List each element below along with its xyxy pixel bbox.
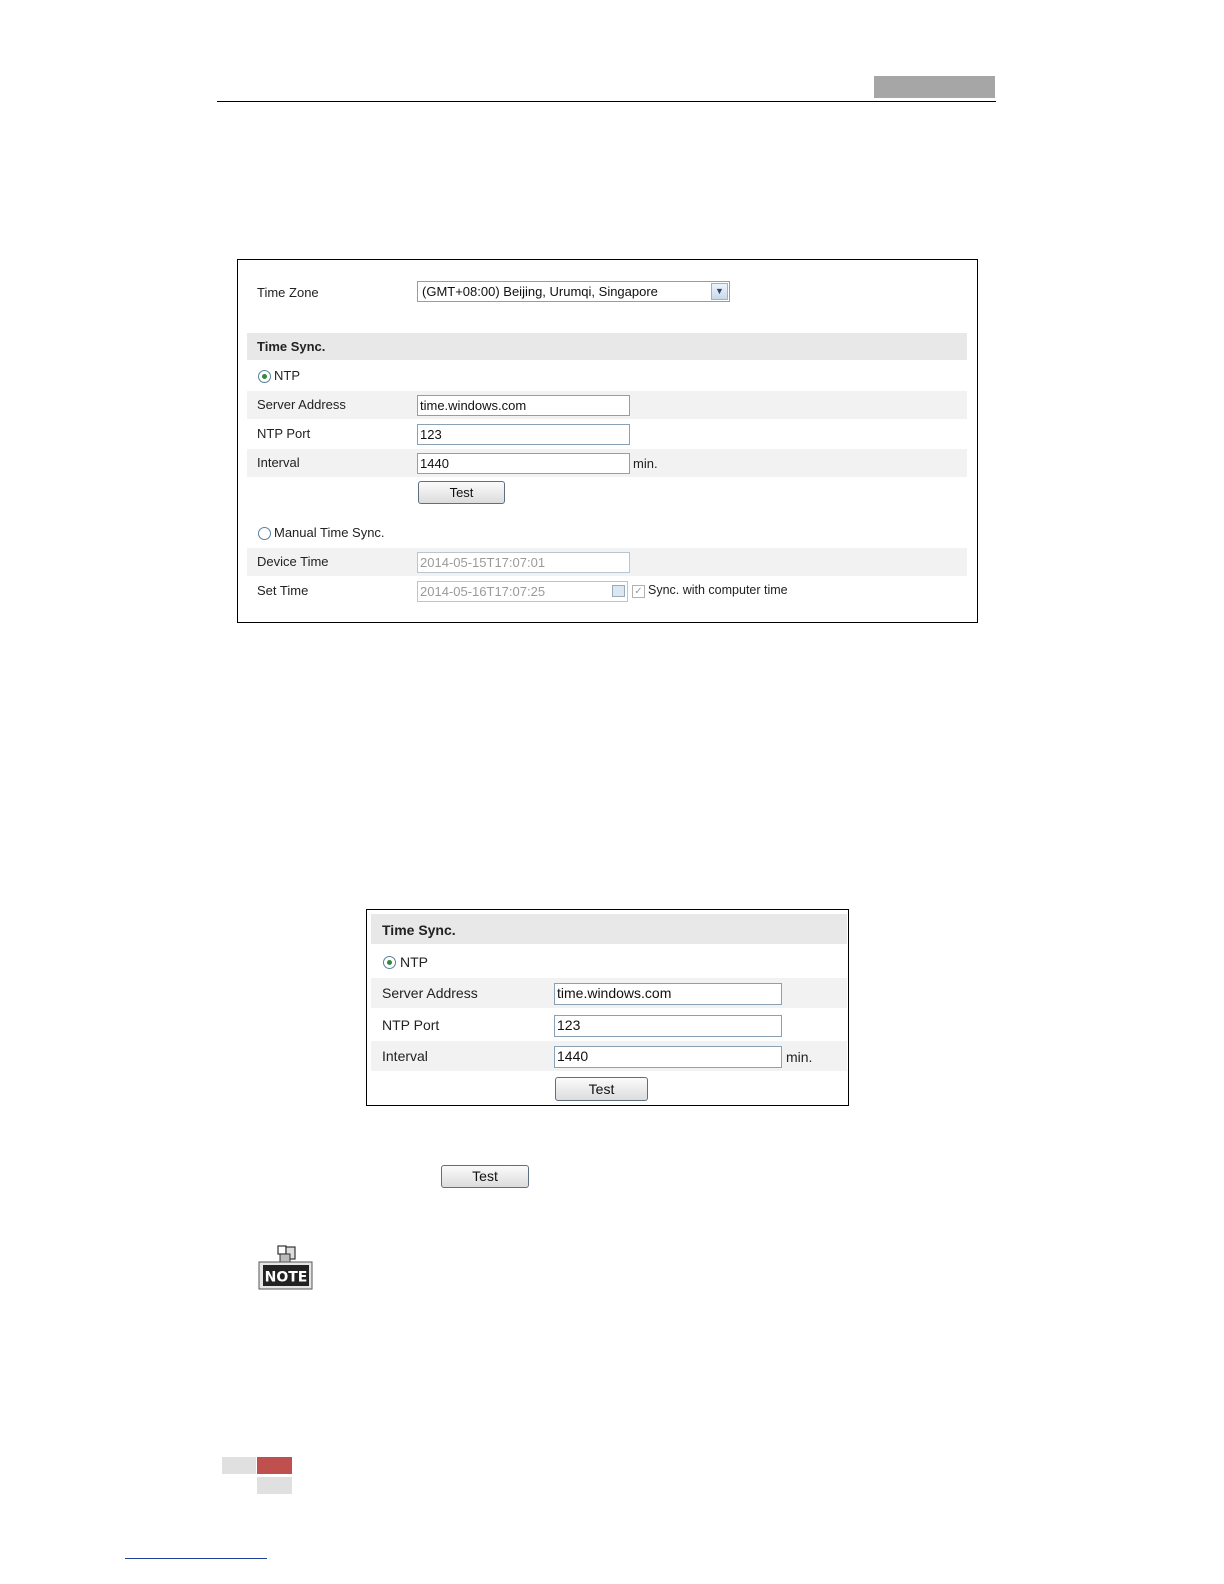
server-address-input[interactable]: time.windows.com [417,395,630,416]
note-icon-label: NOTE [264,1269,308,1286]
set-time-label: Set Time [257,583,309,598]
set-time-input[interactable] [417,581,628,602]
server-address-label: Server Address [382,985,478,1001]
server-address-label: Server Address [257,397,346,412]
time-zone-value: (GMT+08:00) Beijing, Urumqi, Singapore [422,284,658,299]
chevron-down-icon[interactable]: ▼ [711,283,728,300]
interval-input[interactable]: 1440 [417,453,630,474]
section-title: Time Sync. [382,922,456,938]
interval-input[interactable]: 1440 [554,1046,782,1068]
interval-label: Interval [382,1048,428,1064]
interval-label: Interval [257,455,300,470]
ntp-port-input[interactable]: 123 [417,424,630,445]
section-header-time-sync [247,333,967,360]
ntp-radio[interactable] [383,956,396,969]
set-time-value: 2014-05-16T17:07:25 [420,584,546,599]
footer-square [257,1477,292,1494]
interval-unit: min. [786,1049,813,1065]
ntp-radio[interactable] [258,370,271,383]
footer-link-underline [125,1558,267,1559]
ntp-settings-panel [366,909,849,1106]
sync-computer-time-checkbox[interactable]: ✓ [632,585,645,598]
header-block [874,76,995,98]
server-address-input[interactable]: time.windows.com [554,983,782,1005]
ntp-port-input[interactable]: 123 [554,1015,782,1037]
test-button[interactable]: Test [418,481,505,504]
time-zone-label: Time Zone [257,285,319,300]
section-title: Time Sync. [257,339,326,354]
ntp-label: NTP [400,954,428,970]
manual-time-sync-label: Manual Time Sync. [274,525,385,540]
footer-accent-square [257,1457,292,1474]
time-settings-panel [237,259,978,623]
device-time-field: 2014-05-15T17:07:01 [417,552,630,573]
sync-computer-time-label: Sync. with computer time [648,583,788,597]
ntp-port-label: NTP Port [382,1017,440,1033]
note-icon [258,1244,313,1290]
calendar-icon[interactable] [612,585,625,597]
time-zone-select[interactable] [417,281,730,302]
test-button[interactable]: Test [555,1077,648,1101]
manual-time-sync-radio[interactable] [258,527,271,540]
section-header-time-sync [371,914,847,944]
header-rule [217,101,996,102]
ntp-port-label: NTP Port [257,426,311,441]
ntp-label: NTP [274,368,300,383]
test-button[interactable]: Test [441,1165,529,1188]
footer-square [222,1457,256,1474]
device-time-label: Device Time [257,554,329,569]
interval-unit: min. [633,456,658,471]
